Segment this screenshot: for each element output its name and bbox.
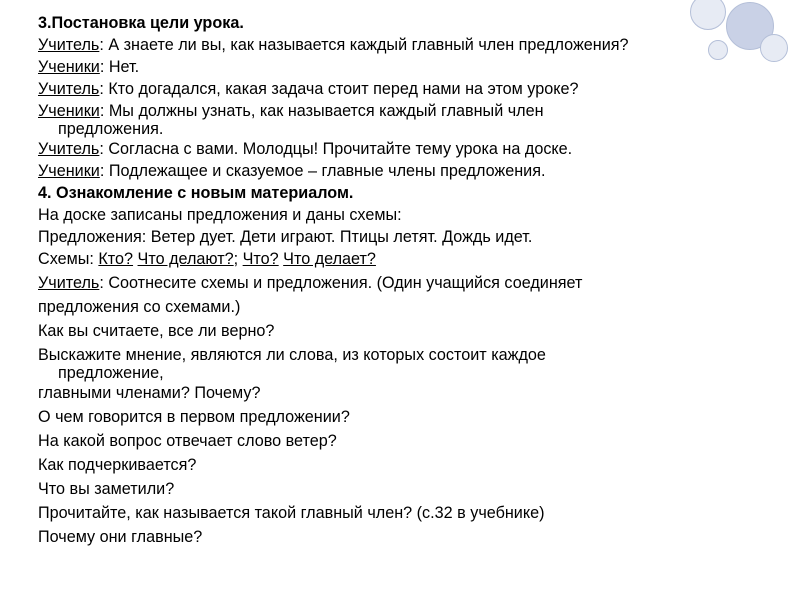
line-text: : Подлежащее и сказуемое – главные члены предложения. [99,162,546,180]
dialogue-line [38,138,778,160]
question: На какой вопрос отвечает слово ветер? [38,432,337,450]
line-text: : Нет. [99,58,140,76]
speaker-students: Ученики [38,58,100,76]
speaker-teacher: Учитель [38,80,100,98]
line-text: : Кто догадался, какая задача стоит перед нами на этом уроке? [99,80,579,98]
sentences-line: Предложения: Ветер дует. Дети играют. Птицы летят. Дождь идет. [38,228,533,246]
speaker-teacher: Учитель [38,36,100,54]
question: Что вы заметили? [38,480,175,498]
dialogue-line [38,34,778,56]
line-text: : Мы должны узнать, как называется каждый главный член [99,102,544,120]
lesson-slide [38,12,778,548]
dialogue-line [38,56,778,78]
speaker-students: Ученики [38,102,100,120]
speaker-students: Ученики [38,162,100,180]
speaker-teacher: Учитель [38,274,100,292]
dialogue-line [38,272,778,294]
question: Выскажите мнение, являются ли слова, из которых состоит каждое [38,346,546,364]
dialogue-line [38,160,778,182]
line-text: : Согласна с вами. Молодцы! Прочитайте тему урока на доске. [99,140,573,158]
line-continuation: предложения со схемами.) [38,298,241,316]
scheme-who: Кто? [98,250,134,268]
schemes-label: Схемы: [38,250,99,268]
dialogue-line [38,100,778,122]
board-note: На доске записаны предложения и даны схемы: [38,206,402,224]
dialogue-line [38,78,778,100]
separator: ; [233,250,243,268]
section-heading-goal: 3.Постановка цели урока. [38,14,244,32]
question: Почему они главные? [38,528,203,546]
scheme-what-do-they-do: Что делают? [137,250,234,268]
question: Как подчеркивается? [38,456,197,474]
scheme-what: Что? [242,250,279,268]
line-continuation: предложение, [58,364,164,382]
question: Прочитайте, как называется такой главный член? (с.32 в учебнике) [38,504,545,522]
line-continuation: предложения. [58,120,164,138]
speaker-teacher: Учитель [38,140,100,158]
schemes-line [38,248,778,270]
question: Как вы считаете, все ли верно? [38,322,275,340]
line-text: : А знаете ли вы, как называется каждый главный член предложения? [99,36,629,54]
question: главными членами? Почему? [38,384,261,402]
question: О чем говорится в первом предложении? [38,408,350,426]
scheme-what-does-it-do: Что делает? [283,250,376,268]
section-heading-new-material: 4. Ознакомление с новым материалом. [38,184,354,202]
line-text: : Соотнесите схемы и предложения. (Один учащийся соединяет [99,274,583,292]
